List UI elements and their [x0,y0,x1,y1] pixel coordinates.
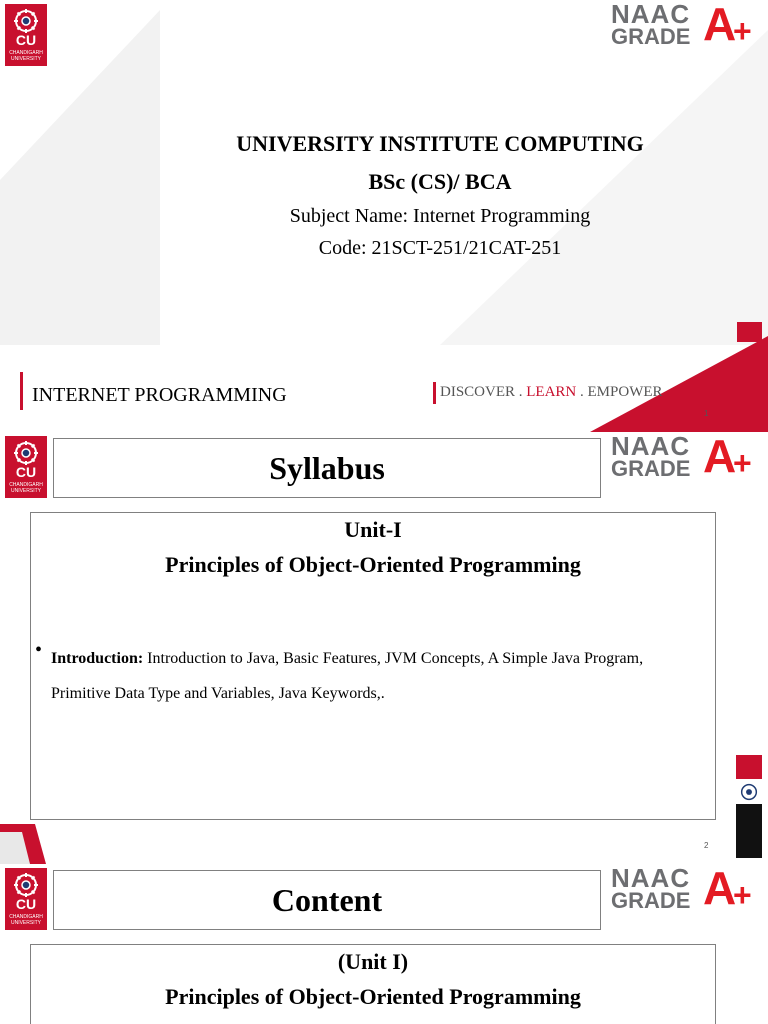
naac-grade-letter: A [703,432,737,482]
unit-heading: (Unit I) [337,949,409,974]
naac-grade-text: GRADE [611,456,691,481]
cu-logo-subtext: CHANDIGARH UNIVERSITY [9,914,43,926]
title-box [53,438,601,498]
bullet-icon: • [35,639,43,661]
tagline-discover: DISCOVER . [440,384,527,400]
bullet-label: Introduction: [51,650,144,667]
tagline-learn: LEARN [526,384,577,400]
wheel-icon [11,872,41,898]
naac-plus: + [733,877,752,913]
naac-logo [611,2,768,52]
unit-title: Principles of Object-Oriented Programming [165,984,581,1009]
cu-logo-subtext: CHANDIGARH UNIVERSITY [9,50,43,62]
cu-logo-subtext: CHANDIGARH UNIVERSITY [9,482,43,494]
cu-logo-text: CU [15,32,37,48]
cu-logo [5,4,47,66]
footer-course-title: INTERNET PROGRAMMING [32,384,287,406]
tagline-empower: . EMPOWER [576,384,663,400]
slide-2-syllabus [0,432,768,864]
content-box [30,944,716,1024]
bullet-text: Introduction to Java, Basic Features, JVM Concepts, A Simple Java Program, Primitive Data Type and Variables, Java Keywords,. [51,650,644,702]
unit-heading: Unit-I [344,517,402,542]
naac-text: NAAC [611,432,691,461]
naac-plus: + [733,445,752,481]
page-number: 1 [704,409,709,418]
naac-logo [611,434,768,484]
program-name: BSc (CS)/ BCA [368,169,512,194]
naac-text: NAAC [611,0,691,29]
naac-grade-text: GRADE [611,24,691,49]
naac-grade-text: GRADE [611,888,691,913]
naac-plus: + [733,13,752,49]
cu-logo [5,868,47,930]
bullet-item [51,641,701,711]
subject-code: Code: 21SCT-251/21CAT-251 [318,237,562,259]
naac-grade-letter: A [703,864,737,914]
cu-logo-text: CU [15,896,37,912]
subject-name: Subject Name: Internet Programming [289,205,591,227]
page-number: 2 [704,841,709,850]
naac-grade-letter: A [703,0,737,50]
tagline [440,384,663,401]
institute-name: UNIVERSITY INSTITUTE COMPUTING [236,131,644,156]
wheel-icon [738,782,760,802]
naac-logo [611,866,768,916]
cu-logo [5,436,47,498]
cu-logo-text: CU [15,464,37,480]
slide-title: Syllabus [269,450,385,486]
slide-title: Content [271,882,383,918]
wheel-icon [11,8,41,34]
title-box [53,870,601,930]
slide-1-title [0,0,768,432]
unit-title: Principles of Object-Oriented Programming [165,552,581,577]
slide-3-content [0,864,768,1024]
naac-text: NAAC [611,864,691,893]
content-box [30,512,716,820]
wheel-icon [11,440,41,466]
